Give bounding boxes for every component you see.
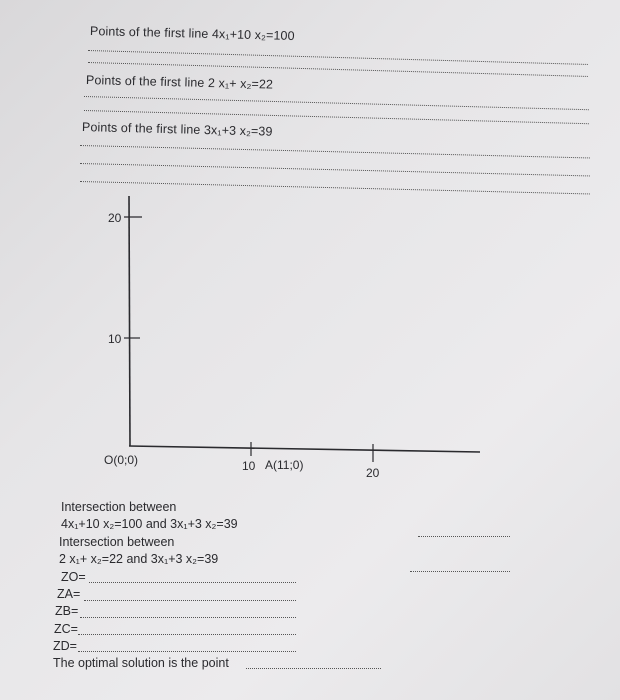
line1-label: Points of the first line 4x₁+10 x₂=100 (89, 24, 295, 43)
zc-label: ZC= (54, 622, 78, 636)
y-tick-10-label: 10 (108, 332, 122, 346)
intersection2-answer-dots (410, 571, 510, 572)
x-axis (129, 446, 480, 452)
origin-label: O(0;0) (104, 453, 139, 467)
optimal-solution-label: The optimal solution is the point (53, 656, 229, 670)
zo-label: ZO= (61, 570, 86, 584)
zo-answer-dots (89, 582, 296, 583)
zb-answer-dots (80, 617, 296, 618)
line3-label: Points of the first line 3x₁+3 x₂=39 (81, 120, 273, 139)
point-a-label: A(11;0) (265, 458, 304, 472)
x-tick-20-label: 20 (366, 466, 380, 480)
optimal-solution-answer-dots (246, 668, 381, 669)
intersection2-equation: 2 x₁+ x₂=22 and 3x₁+3 x₂=39 (59, 552, 219, 566)
zb-label: ZB= (55, 604, 79, 618)
zd-answer-dots (78, 651, 296, 652)
y-axis (129, 196, 130, 446)
intersection2-title: Intersection between (59, 535, 175, 549)
intersection1-title: Intersection between (61, 500, 177, 514)
zc-answer-dots (78, 634, 296, 635)
y-tick-20-label: 20 (108, 211, 122, 225)
intersection1-answer-dots (418, 536, 510, 537)
intersection1-equation: 4x₁+10 x₂=100 and 3x₁+3 x₂=39 (61, 517, 238, 531)
za-answer-dots (84, 600, 296, 601)
zd-label: ZD= (53, 639, 77, 653)
x-tick-10-label: 10 (242, 459, 256, 473)
line2-label: Points of the first line 2 x₁+ x₂=22 (85, 73, 274, 92)
za-label: ZA= (57, 587, 81, 601)
